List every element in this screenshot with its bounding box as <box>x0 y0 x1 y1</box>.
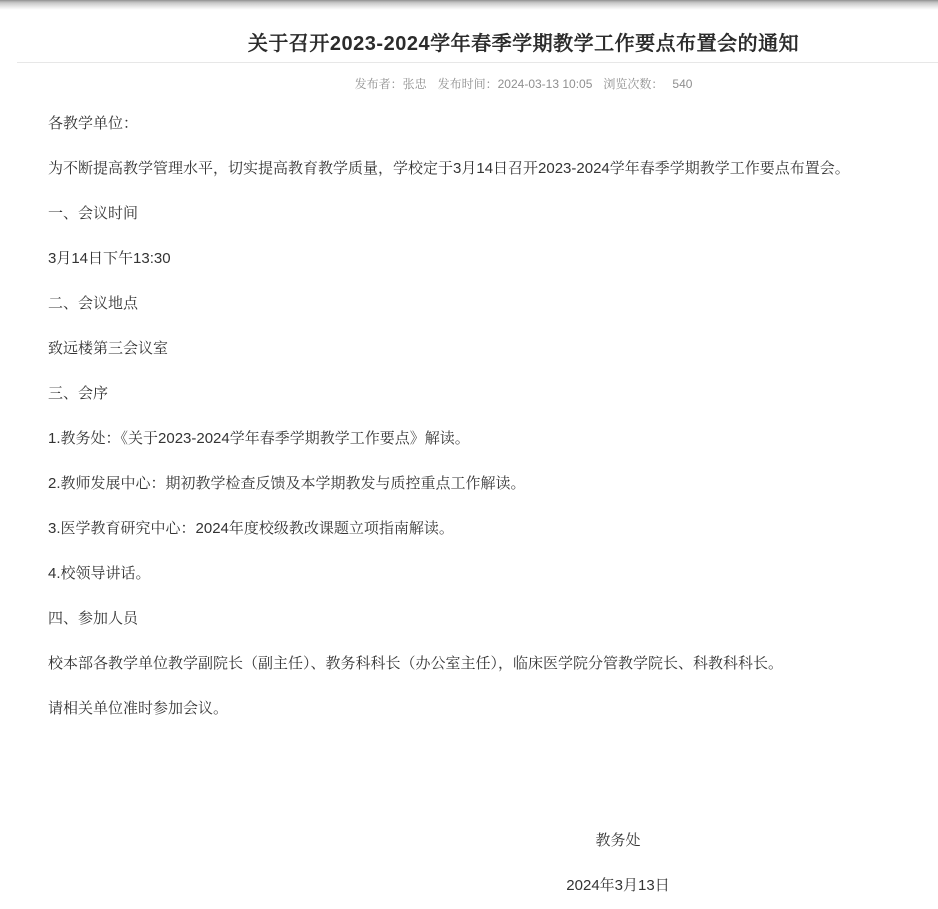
top-shadow <box>0 0 938 10</box>
body-paragraph: 请相关单位准时参加会议。 <box>48 700 229 717</box>
publisher-meta <box>355 77 427 91</box>
views-meta <box>603 77 692 91</box>
body-paragraph: 各教学单位： <box>48 115 139 132</box>
signature-inner <box>48 832 938 894</box>
publish-time-value: 2024-03-13 10:05 <box>497 77 593 91</box>
body-paragraph: 4.校领导讲话。 <box>48 565 151 582</box>
body-paragraph: 2.教师发展中心：期初教学检查反馈及本学期教发与质控重点工作解读。 <box>48 475 526 492</box>
body-paragraph: 一、会议时间 <box>48 205 139 222</box>
publish-meta <box>17 77 938 91</box>
body-paragraph: 三、会序 <box>48 385 109 402</box>
publisher-label: 发布者： <box>354 77 403 91</box>
signature-block <box>17 832 938 894</box>
views-label: 浏览次数： <box>603 77 664 91</box>
body-paragraph: 二、会议地点 <box>48 295 139 312</box>
page-title: 关于召开2023-2024学年春季学期教学工作要点布置会的通知 <box>247 33 800 55</box>
body-paragraph: 1.教务处：《关于2023-2024学年春季学期教学工作要点》解读。 <box>48 430 470 447</box>
body-paragraph: 校本部各教学单位教学副院长（副主任）、教务科科长（办公室主任），临床医学院分管教学院长、科教科科长。 <box>48 655 784 672</box>
title-divider <box>17 62 938 63</box>
publish-time-meta <box>438 77 593 91</box>
body-paragraph: 3月14日下午13:30 <box>48 250 171 267</box>
publisher-value: 张忠 <box>402 77 427 91</box>
document-body <box>17 91 938 717</box>
signature-date: 2024年3月13日 <box>566 877 670 894</box>
signature-department: 教务处 <box>595 832 641 849</box>
body-paragraph: 四、参加人员 <box>48 610 139 627</box>
publish-time-label: 发布时间： <box>437 77 498 91</box>
views-value: 540 <box>672 77 693 91</box>
body-paragraph: 3.医学教育研究中心：2024年度校级教改课题立项指南解读。 <box>48 520 454 537</box>
notice-page <box>17 10 938 894</box>
body-paragraph: 为不断提高教学管理水平，切实提高教育教学质量，学校定于3月14日召开2023-2024学年春季学期教学工作要点布置会。 <box>48 160 850 177</box>
body-paragraph: 致远楼第三会议室 <box>48 340 169 357</box>
